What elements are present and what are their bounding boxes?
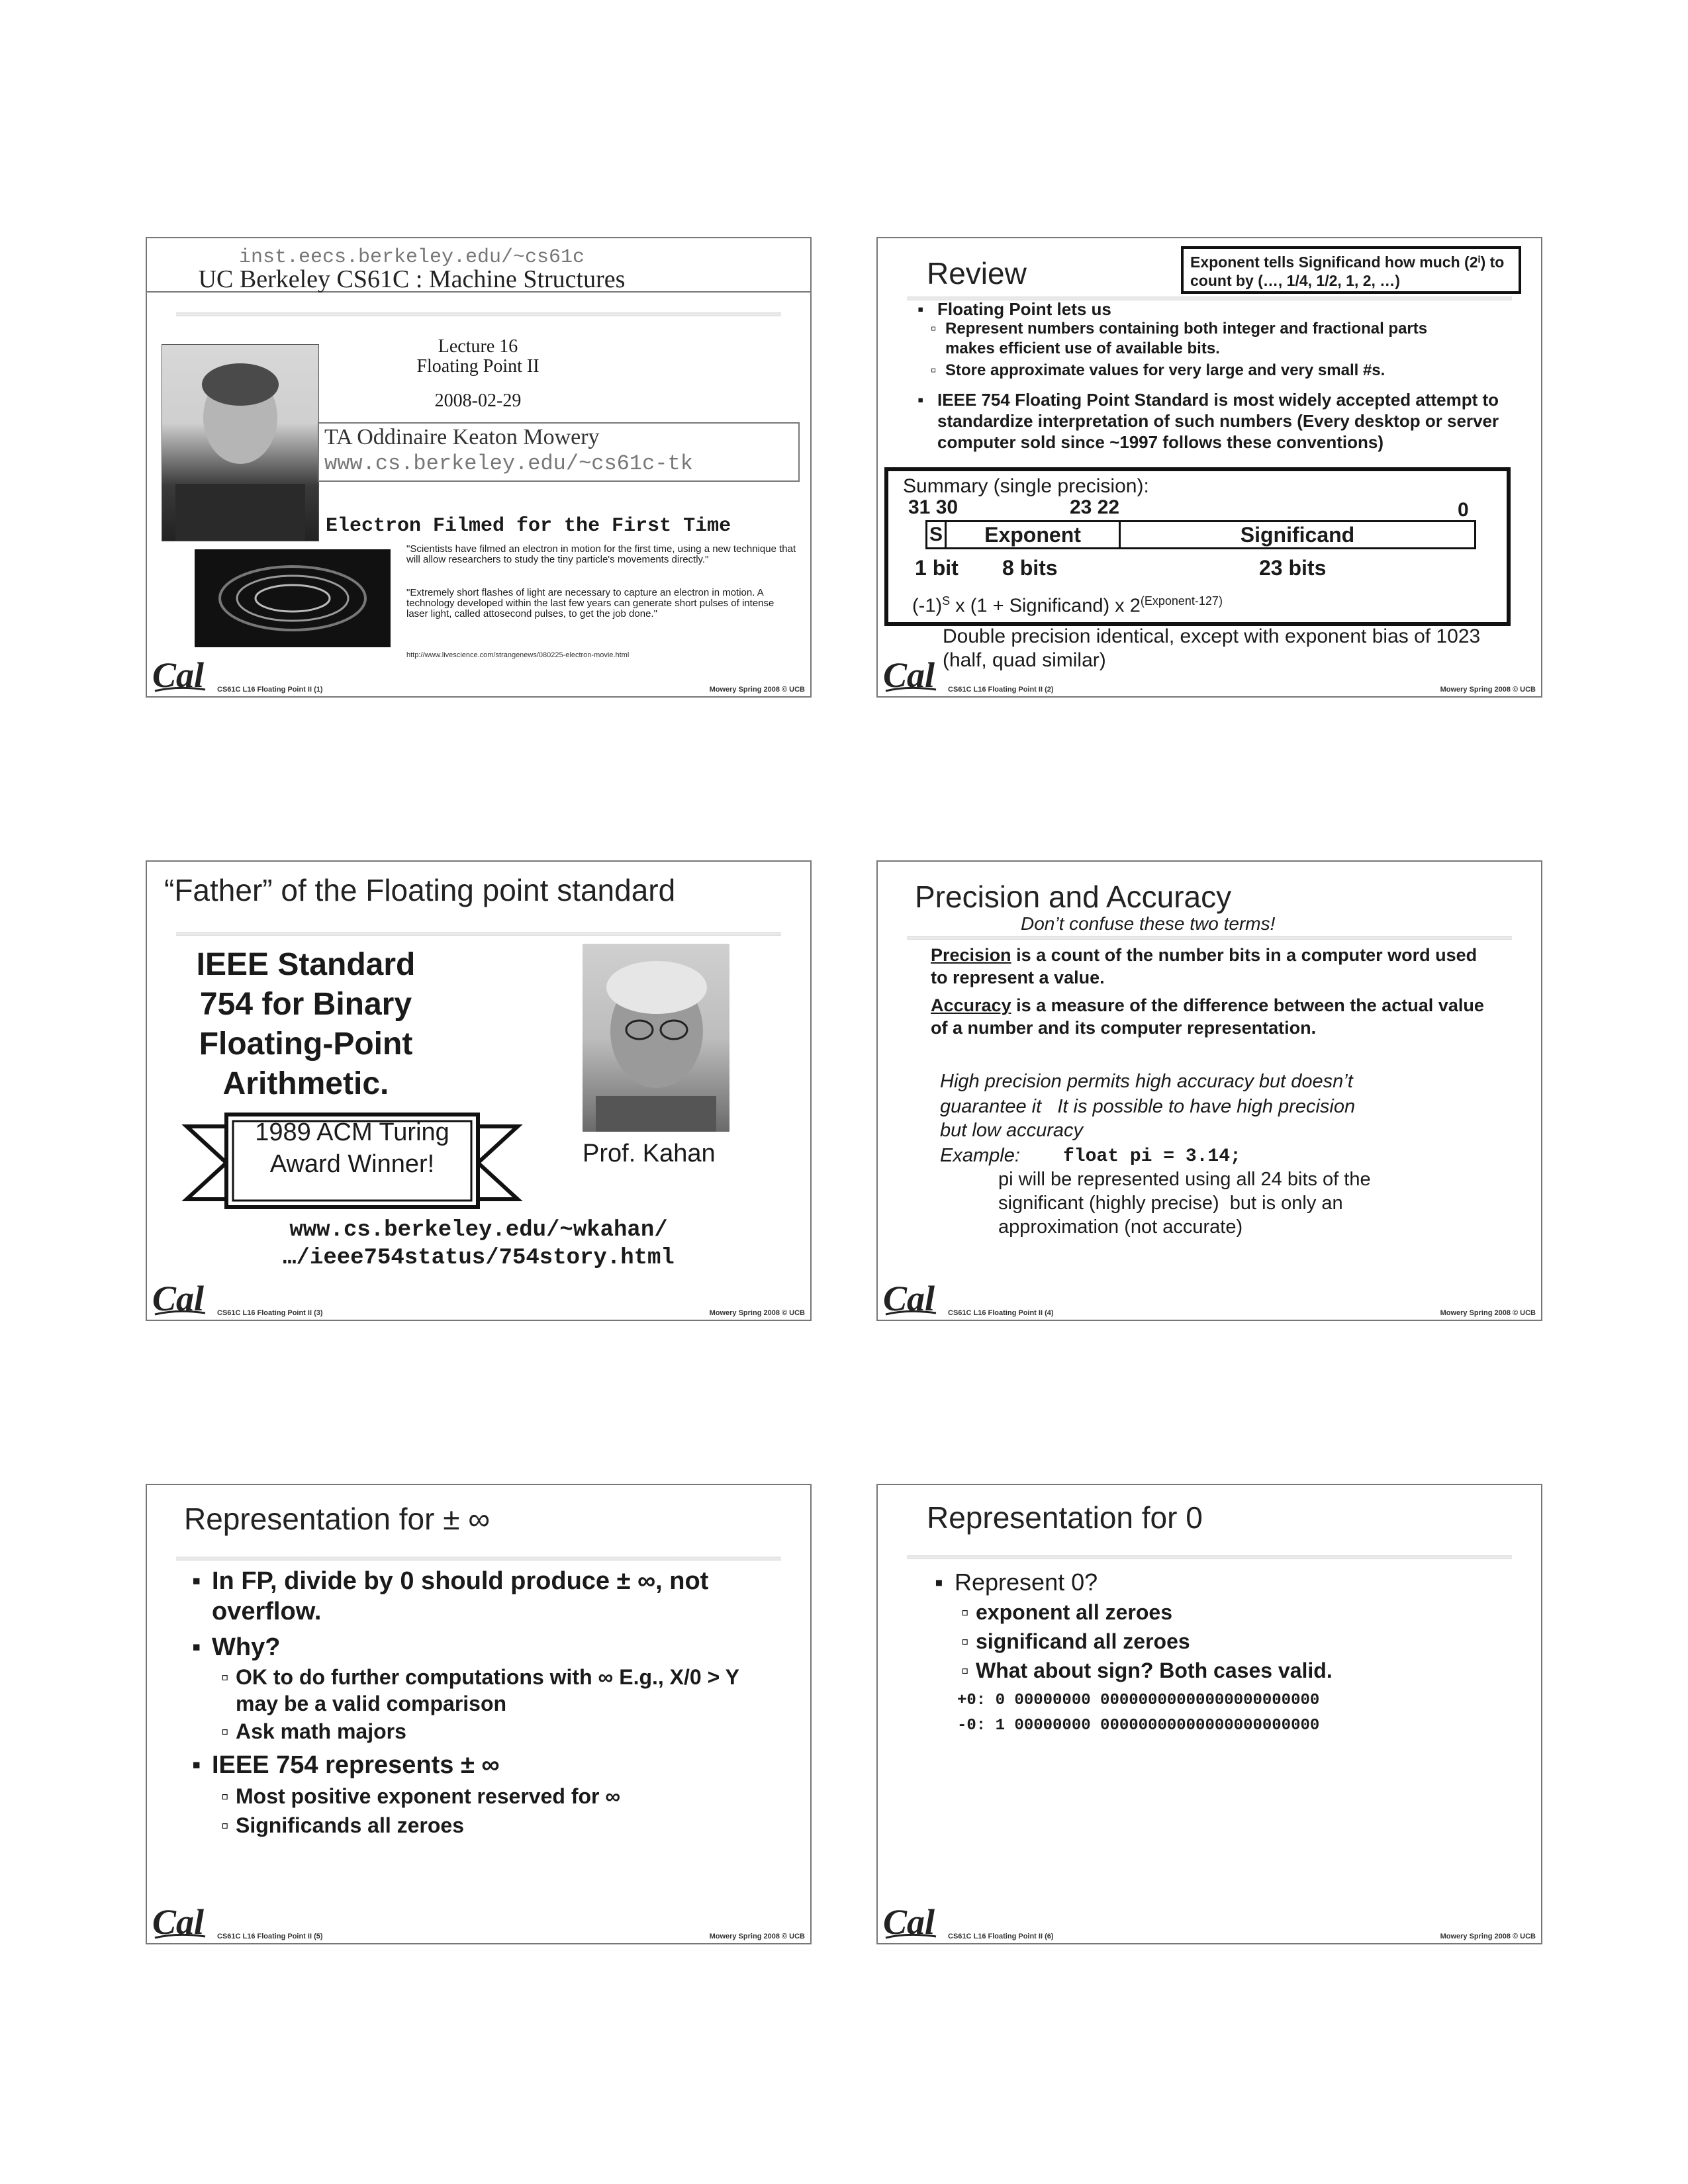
standard-line-2: 754 for Binary: [199, 987, 412, 1022]
formula-exponent: (Exponent-127): [1140, 594, 1223, 608]
electron-image: [195, 549, 391, 647]
slide-title: Representation for 0: [927, 1500, 1203, 1535]
bullet-divide-by-zero: ▪ In FP, divide by 0 should produce ± ∞, not overflow.: [212, 1566, 755, 1627]
footer-slide-label: CS61C L16 Floating Point II (3): [217, 1309, 323, 1317]
width-significand: 23 bits: [1259, 556, 1327, 580]
footer-copyright: Mowery Spring 2008 © UCB: [1440, 686, 1536, 694]
footer-copyright: Mowery Spring 2008 © UCB: [709, 1309, 805, 1317]
double-precision-note: Double precision identical, except with exponent bias of 1023 (half, quad similar): [943, 625, 1481, 671]
field-sign: S: [927, 522, 947, 547]
ta-name: TA Oddinaire Keaton Mowery: [324, 425, 600, 449]
kahan-url-2: …/ieee754status/754story.html: [283, 1246, 675, 1271]
bullet-math-majors: ▫ Ask math majors: [236, 1719, 406, 1744]
cal-logo: [151, 1899, 208, 1942]
title-rule: [907, 1555, 1512, 1559]
bullet-floating-point: ▪ Floating Point lets us: [937, 299, 1111, 320]
example-label: Example:: [940, 1145, 1020, 1166]
summary-label: Summary (single precision):: [903, 475, 1149, 497]
title-rule: [907, 936, 1512, 940]
precision-term: Precision: [931, 945, 1011, 965]
standard-line-3: Floating-Point: [199, 1026, 413, 1062]
course-url: inst.eecs.berkeley.edu/~cs61c: [238, 246, 585, 269]
exponent-callout: [1181, 246, 1521, 294]
negative-zero-bits: -0: 1 00000000 00000000000000000000000: [957, 1717, 1320, 1735]
bullet-ieee754: ▪ IEEE 754 Floating Point Standard is most widely accepted attempt to standardize interpretation of such numbers (Every desktop or server computer sold since ~1997 follows these conventions): [937, 389, 1513, 453]
example-line-3: approximation (not accurate): [998, 1216, 1243, 1238]
kahan-url-1: www.cs.berkeley.edu/~wkahan/: [289, 1218, 668, 1243]
title-rule: [176, 1557, 781, 1561]
slide-title: Precision and Accuracy: [915, 880, 1232, 914]
slide-1: [146, 237, 812, 698]
ta-photo: [162, 344, 319, 541]
news-title: Electron Filmed for the First Time: [326, 515, 731, 537]
example-line-1: pi will be represented using all 24 bits of the: [998, 1169, 1371, 1190]
value-formula: [912, 594, 1223, 617]
news-quote-1: "Scientists have filmed an electron in motion for the first time, using a new technique that will allow researchers to study the tiny particle's movements directly.": [406, 543, 796, 565]
slide-title: Representation for ± ∞: [184, 1502, 491, 1536]
bit-label-0: 0: [1458, 499, 1469, 521]
callout-text: Exponent tells Significand how much (2ⁱ) to count by (…, 1/4, 1/2, 1, 2, …): [1190, 253, 1505, 289]
note-line-2: guarantee it It is possible to have high precision: [940, 1096, 1356, 1117]
footer-copyright: Mowery Spring 2008 © UCB: [1440, 1933, 1536, 1940]
bullet-store: ▫ Store approximate values for very large and very small #s.: [945, 361, 1385, 380]
bullet-sign: ▫ What about sign? Both cases valid.: [976, 1659, 1333, 1683]
accuracy-term: Accuracy: [931, 995, 1011, 1015]
footer-slide-label: CS61C L16 Floating Point II (1): [217, 686, 323, 694]
formula-middle: x (1 + Significand) x 2: [950, 595, 1141, 617]
slide-subtitle: Don’t confuse these two terms!: [1021, 913, 1276, 934]
field-significand: Significand: [1240, 523, 1355, 547]
ta-photo-image: [162, 345, 318, 541]
bit-field-row: [925, 520, 1476, 549]
lecture-number: Lecture 16: [438, 336, 518, 357]
cal-logo: [882, 653, 939, 695]
electron-rings: [195, 549, 391, 647]
kahan-photo: [583, 944, 729, 1132]
note-line-1: High precision permits high accuracy but doesn’t: [940, 1071, 1353, 1092]
title-rule: [176, 312, 781, 316]
bullet-further-computations: ▫ OK to do further computations with ∞ E.g., X/0 > Y may be a valid comparison: [236, 1664, 765, 1717]
precision-definition: [931, 944, 1487, 989]
example-line-2: significant (highly precise) but is only an: [998, 1193, 1343, 1214]
formula-sign-exp: S: [942, 594, 951, 608]
field-exponent: Exponent: [947, 522, 1121, 547]
note-line-3: but low accuracy: [940, 1120, 1083, 1141]
width-exponent: 8 bits: [1002, 556, 1058, 580]
kahan-name: Prof. Kahan: [583, 1140, 716, 1167]
example-code: float pi = 3.14;: [1063, 1146, 1241, 1167]
footer-slide-label: CS61C L16 Floating Point II (5): [217, 1933, 323, 1940]
formula-base: (-1): [912, 595, 943, 617]
footer-copyright: Mowery Spring 2008 © UCB: [709, 686, 805, 694]
kahan-photo-image: [583, 944, 729, 1132]
bullet-significand-zeroes: ▫ significand all zeroes: [976, 1629, 1190, 1654]
bit-label-23-22: 23 22: [1070, 496, 1120, 518]
course-title: UC Berkeley CS61C : Machine Structures: [198, 265, 626, 293]
precision-text: is a count of the number bits in a computer word used to represent a value.: [931, 945, 1477, 987]
slide-4: [876, 860, 1542, 1321]
news-quote-2: "Extremely short flashes of light are necessary to capture an electron in motion. A technology developed within the last few years can generate short pulses of intense laser light, called attosecond pulses, to get the job done.": [406, 587, 774, 619]
news-source-url: http://www.livescience.com/strangenews/080225-electron-movie.html: [406, 651, 630, 659]
bullet-positive-exponent: ▫ Most positive exponent reserved for ∞: [236, 1784, 620, 1809]
slide-2: [876, 237, 1542, 698]
title-rule: [176, 932, 781, 936]
standard-line-4: Arithmetic.: [222, 1066, 389, 1101]
slide-title: Review: [927, 256, 1027, 291]
bit-label-31-30: 31 30: [908, 496, 959, 518]
footer-copyright: Mowery Spring 2008 © UCB: [709, 1933, 805, 1940]
slide-title: “Father” of the Floating point standard: [164, 873, 676, 907]
lecture-topic: Floating Point II: [416, 356, 539, 377]
cal-logo: [882, 1276, 939, 1318]
award-line-2: Award Winner!: [269, 1150, 435, 1178]
ta-url: www.cs.berkeley.edu/~cs61c-tk: [324, 451, 693, 476]
bullet-represent-zero: ▪ Represent 0?: [955, 1569, 1098, 1596]
bullet-ieee-represents: ▪ IEEE 754 represents ± ∞: [212, 1751, 500, 1780]
accuracy-text: is a measure of the difference between the actual value of a number and its computer representation.: [931, 995, 1484, 1038]
bullet-represent: ▫ Represent numbers containing both integer and fractional parts makes efficient use of available bits.: [945, 319, 1475, 359]
footer-copyright: Mowery Spring 2008 © UCB: [1440, 1309, 1536, 1317]
cal-logo: [151, 653, 208, 695]
slide-6: [876, 1484, 1542, 1944]
positive-zero-bits: +0: 0 00000000 00000000000000000000000: [957, 1692, 1320, 1709]
width-sign: 1 bit: [915, 556, 959, 580]
bullet-why: ▪ Why?: [212, 1633, 280, 1662]
award-line-1: 1989 ACM Turing: [255, 1118, 449, 1146]
accuracy-definition: [931, 994, 1487, 1039]
bullet-exponent-zeroes: ▫ exponent all zeroes: [976, 1600, 1172, 1625]
lecture-date: 2008-02-29: [434, 390, 522, 411]
cal-logo: [151, 1276, 208, 1318]
slide-5: [146, 1484, 812, 1944]
footer-slide-label: CS61C L16 Floating Point II (2): [948, 686, 1054, 694]
bullet-significands: ▫ Significands all zeroes: [236, 1813, 464, 1838]
footer-slide-label: CS61C L16 Floating Point II (6): [948, 1933, 1054, 1940]
slide-3: [146, 860, 812, 1321]
footer-slide-label: CS61C L16 Floating Point II (4): [948, 1309, 1054, 1317]
standard-line-1: IEEE Standard: [196, 947, 416, 982]
cal-logo: [882, 1899, 939, 1942]
